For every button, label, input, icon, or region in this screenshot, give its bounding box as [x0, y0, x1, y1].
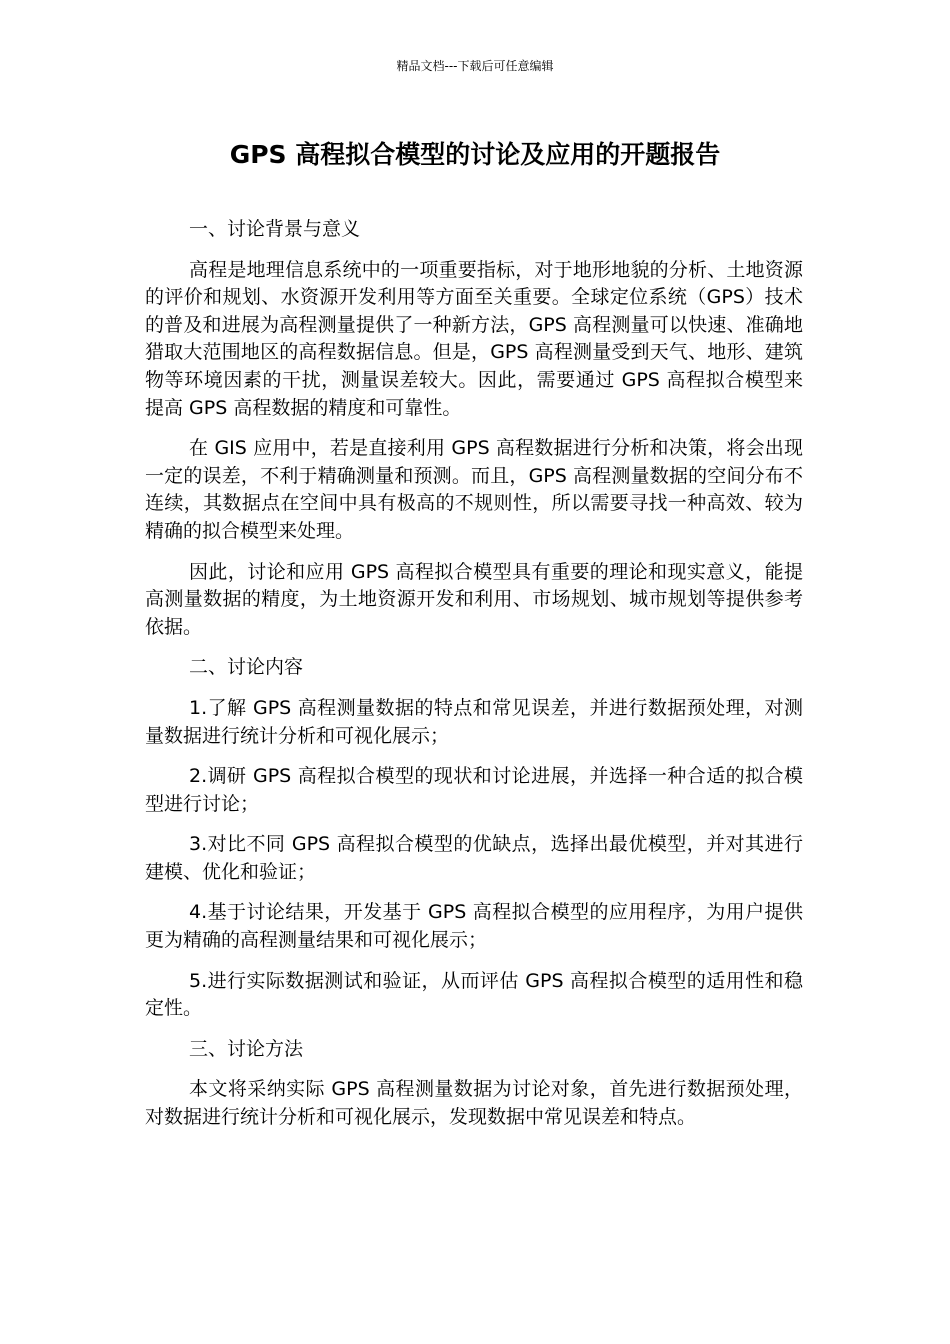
- paragraph-background-2: 在 GIS 应用中，若是直接利用 GPS 高程数据进行分析和决策，将会出现一定的误差，不利于精确测量和预测。而且，GPS 高程测量数据的空间分布不连续，其数据点在空间中具有极高的不规则性，所以需要寻找一种高效、较为精确的拟合模型来处理。: [145, 437, 803, 542]
- paragraph-background-3: 因此，讨论和应用 GPS 高程拟合模型具有重要的理论和现实意义，能提高测量数据的精度，为土地资源开发和利用、市场规划、城市规划等提供参考依据。: [145, 560, 803, 638]
- content-item-3: 3.对比不同 GPS 高程拟合模型的优缺点，选择出最优模型，并对其进行建模、优化和验证；: [145, 833, 803, 883]
- content-item-4: 4.基于讨论结果，开发基于 GPS 高程拟合模型的应用程序，为用户提供更为精确的高程测量结果和可视化展示；: [145, 901, 803, 952]
- paragraph-method-1: 本文将采纳实际 GPS 高程测量数据为讨论对象，首先进行数据预处理，对数据进行统计分析和可视化展示，发现数据中常见误差和特点。: [145, 1078, 803, 1129]
- content-item-2: 2.调研 GPS 高程拟合模型的现状和讨论进展，并选择一种合适的拟合模型进行讨论；: [145, 765, 803, 815]
- page-header: 精品文档---下载后可任意编辑: [396, 59, 554, 73]
- document-title: GPS 高程拟合模型的讨论及应用的开题报告: [229, 140, 721, 169]
- section-heading-background: 一、讨论背景与意义: [189, 218, 361, 240]
- content-item-5: 5.进行实际数据测试和验证，从而评估 GPS 高程拟合模型的适用性和稳定性。: [145, 969, 803, 1020]
- section-heading-method: 三、讨论方法: [189, 1037, 304, 1060]
- document-body: [145, 216, 803, 1145]
- content-item-1: 1.了解 GPS 高程测量数据的特点和常见误差，并进行数据预处理，对测量数据进行统计分析和可视化展示；: [145, 696, 803, 747]
- section-heading-content: 二、讨论内容: [189, 656, 304, 679]
- paragraph-background-1: 高程是地理信息系统中的一项重要指标，对于地形地貌的分析、土地资源的评价和规划、水资源开发利用等方面至关重要。全球定位系统（GPS）技术的普及和进展为高程测量提供了一种新方法，GPS 高程测量可以快速、准确地猎取大范围地区的高程数据信息。但是，GPS 高程测量受到天气、地形、建筑物等环境因素的干扰，测量误差较大。因此，需要通过 GPS 高程拟合模型来提高 GPS 高程数据的精度和可靠性。: [145, 258, 803, 419]
